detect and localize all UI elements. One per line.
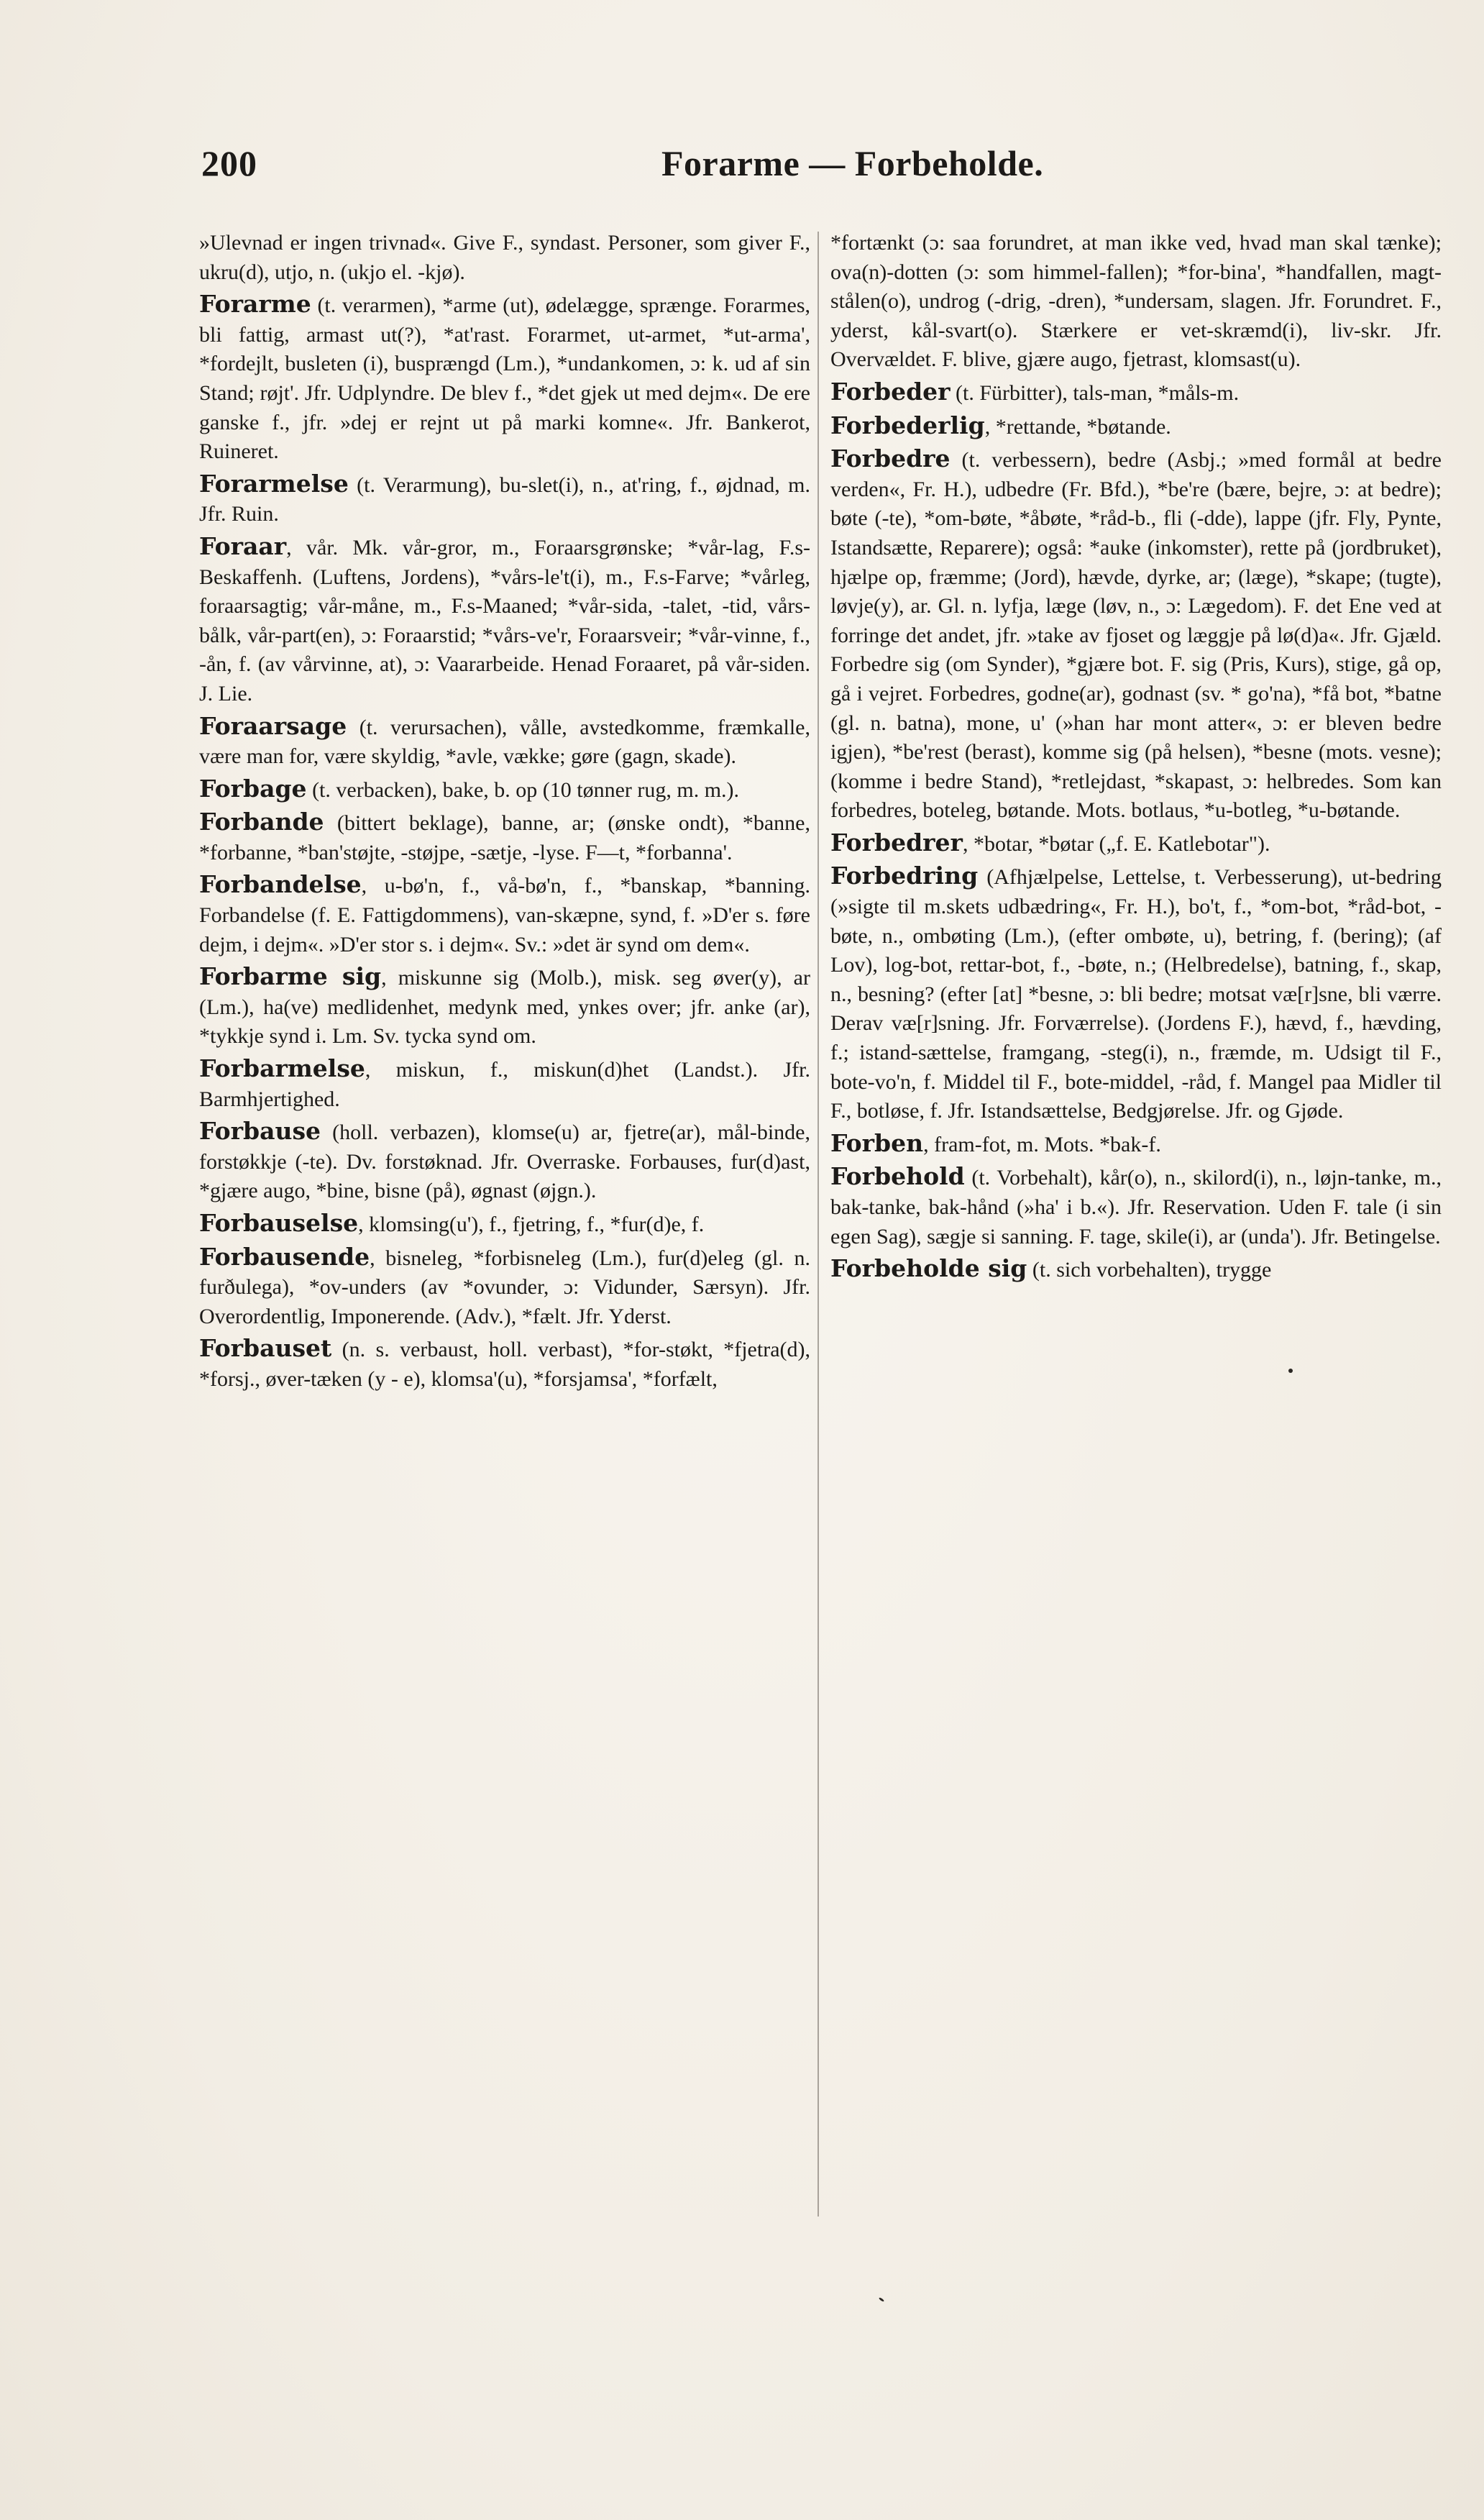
ink-speck: [879, 2297, 884, 2302]
entry-text: (bittert beklage), banne, ar; (ønske ondt), *banne, *forbanne, *ban'støjte, -støjpe, -sætje, -lyse. F—t, *forbanna'.: [199, 811, 810, 864]
dictionary-entry: [830, 229, 1442, 375]
dictionary-entry: [199, 775, 810, 805]
entry-headword: Forbande: [199, 808, 324, 836]
ink-speck: [1288, 1369, 1293, 1373]
entry-headword: Forbause: [199, 1117, 321, 1146]
dictionary-entry: [199, 470, 810, 529]
dictionary-entry: [830, 444, 1442, 826]
entry-text: *fortænkt (ɔ: saa forundret, at man ikke ved, hvad man skal tænke); ova(n)-dotten (ɔ: som himmel-fallen); *for-bina', *handfallen, magt-stålen(o), undrog (-drig, -dren), *undersam, slagen. Jfr. Forundret. F., yderst, kål-svart(o). Stærkere er vet-skræmd(i), liv-skr. Jfr. Overvældet. F. blive, gjære augo, fjetrast, klomsast(u).: [830, 231, 1442, 372]
right-column: [830, 229, 1442, 1288]
dictionary-entry: [199, 229, 810, 287]
entry-headword: Forbauselse: [199, 1209, 359, 1237]
dictionary-entry: [199, 962, 810, 1051]
entry-headword: Forbeholde sig: [830, 1254, 1027, 1283]
entry-text: (holl. verbazen), klomse(u) ar, fjetre(ar), mål-binde, forstøkkje (-te). Dv. forstøknad. Jfr. Overraske. Forbauses, fur(d)ast, *gjære augo, *bine, bisne (på), øgnast (øjgn.).: [199, 1120, 810, 1203]
dictionary-entry: [199, 1243, 810, 1332]
running-head: Forarme — Forbeholde.: [661, 143, 1044, 183]
entry-text: , miskun, f., miskun(d)het (Landst.). Jfr. Barmhjertighed.: [199, 1058, 810, 1111]
page-number: 200: [201, 143, 257, 183]
entry-headword: Forbauset: [199, 1334, 332, 1363]
entry-text: (t. Verarmung), bu-slet(i), n., at'ring, f., øjdnad, m. Jfr. Ruin.: [199, 472, 810, 526]
entry-headword: Forbedring: [830, 862, 979, 890]
dictionary-entry: [199, 1054, 810, 1114]
entry-headword: Forbarme sig: [199, 962, 382, 991]
dictionary-entry: [199, 1117, 810, 1206]
dictionary-entry: [830, 828, 1442, 859]
dictionary-entry: [830, 1129, 1442, 1160]
entry-headword: Forbederlig: [830, 411, 985, 439]
entry-text: »Ulevnad er ingen trivnad«. Give F., syndast. Personer, som giver F., ukru(d), utjo, n. (ukjo el. -kjø).: [199, 231, 810, 284]
entry-headword: Forarme: [199, 290, 311, 319]
dictionary-entry: [830, 1162, 1442, 1251]
entry-text: (t. sich vorbehalten), trygge: [1027, 1258, 1272, 1282]
entry-text: , *rettande, *bøtande.: [984, 414, 1171, 439]
entry-text: (t. verbessern), bedre (Asbj.; »med formål at bedre verden«, Fr. H.), udbedre (Fr. Bfd.), *be're (bære, bejre, ɔ: at bedre); bøte (-te), *om-bøte, *åbøte, *råd-b., fli (-dde), lappe (jfr. Fly, Pynte, Istandsætte, Reparere); også: *auke (inkomster), rette på (jordbruket), hjælpe op, fræmme; (Jord), hævde, dyrke, ar; (læge), *skape; (tugte), løvje(y), ar. Gl. n. lyfja, læge (løv, n., ɔ: Lægedom). F. det Ene ved at forringe det andet, jfr. »take av fjoset og læggje på lø(d)a«. Jfr. Gjæld. Forbedre sig (om Synder), *gjære bot. F. sig (Pris, Kurs), stige, gå op, gå i vejret. Forbedres, godne(ar), godnast (sv. * go'na), *få bot, *batne (gl. n. batna), mone, u' (»han har mont atter«, ɔ: er bleven bedre igjen), *be'rest (berast), komme sig (på helsen), *besne (mots. vesne); (komme i bedre Stand), *retlejdast, *skapast, ɔ: helbredes. Som kan forbedres, boteleg, bøtande. Mots. botlaus, *u-botleg, *u-bøtande.: [830, 448, 1442, 823]
dictionary-entry: [199, 808, 810, 867]
dictionary-entry: [830, 1254, 1442, 1285]
entry-text: (Afhjælpelse, Lettelse, t. Verbesserung), ut-bedring (»sigte til m.skets udbædring«, Fr. H.), bo't, f., *om-bot, *råd-bot, -bøte, n., ombøting (Lm.), (efter ombøte, u), betring, f. (bering); (af Lov), log-bot, rettar-bot, f., -bøte, n.; (Helbredelse), batning, f., skap, n., besning? (efter [at] *besne, ɔ: bli bedre; motsat væ[r]sne, bli værre. Derav væ[r]sning. Jfr. Forværrelse). (Jordens F.), hævd, f., hævding, f.; istand-sættelse, framgang, -steg(i), n., fræmde, m. Udsigt til F., bote-vo'n, f. Middel til F., bote-middel, -råd, f. Mangel paa Midler til F., botløse, f. Jfr. Istandsættelse, Bedgjørelse. Jfr. og Gjøde.: [830, 865, 1442, 1123]
dictionary-entry: [830, 862, 1442, 1126]
entry-headword: Forbeder: [830, 377, 951, 406]
entry-text: (t. verarmen), *arme (ut), ødelægge, sprænge. Forarmes, bli fattig, armast ut(?), *at'rast. Forarmet, ut-armet, *ut-arma', *fordejlt, busleten (i), busprængd (Lm.), *undankomen, ɔ: k. ud af sin Stand; røjt'. Jfr. Udplyndre. De blev f., *det gjek ut med dejm«. De ere ganske f., jfr. »dej er rejnt ut på marki komne«. Jfr. Bankerot, Ruineret.: [199, 293, 810, 464]
dictionary-entry: [199, 290, 810, 467]
entry-headword: Forbedrer: [830, 828, 963, 857]
entry-text: , u-bø'n, f., vå-bø'n, f., *banskap, *banning. Forbandelse (f. E. Fattigdommens), van-skæpne, synd, f. »D'er s. føre dejm, i dejm«. »D'er stor s. i dejm«. Sv.: »det är synd om dem«.: [199, 874, 810, 957]
entry-headword: Foraar: [199, 531, 287, 560]
entry-headword: Foraarsage: [199, 711, 347, 740]
entry-headword: Forbarmelse: [199, 1054, 365, 1083]
entry-headword: Forbandelse: [199, 870, 362, 899]
entry-text: (t. Fürbitter), tals-man, *måls-m.: [950, 380, 1240, 405]
dictionary-entry: [830, 411, 1442, 442]
dictionary-entry: [199, 1334, 810, 1394]
dictionary-entry: [199, 870, 810, 959]
entry-text: , vår. Mk. vår-gror, m., Foraarsgrønske; *vår-lag, F.s-Beskaffenh. (Luftens, Jordens), *vårs-le't(i), m., F.s-Farve; *vårleg, foraarsagtig; vår-måne, m., F.s-Maaned; *vår-sida, -talet, -tid, vårs-bålk, vår-part(en), ɔ: Foraarstid; *vårs-ve'r, Foraarsveir; *vår-vinne, f., -ån, f. (av vårvinne, at), ɔ: Vaararbeide. Henad Foraaret, på vår-siden. J. Lie.: [199, 535, 810, 706]
entry-text: (n. s. verbaust, holl. verbast), *for-støkt, *fjetra(d), *forsj., øver-tæken (y - e), klomsa'(u), *forsjamsa', *forfælt,: [199, 1338, 810, 1391]
entry-text: , fram-fot, m. Mots. *bak-f.: [923, 1132, 1161, 1156]
dictionary-entry: [199, 712, 810, 772]
entry-headword: Forarmelse: [199, 469, 349, 498]
entry-text: (t. Vorbehalt), kår(o), n., skilord(i), n., løjn-tanke, m., bak-tanke, bak-hånd (»ha' i b.«). Jfr. Reservation. Uden F. tale (i sin egen Sag), sægje si sanning. F. tage, skile(i), ar (unda'). Jfr. Betingelse.: [830, 1166, 1442, 1248]
entry-text: , miskunne sig (Molb.), misk. seg øver(y), ar (Lm.), ha(ve) medlidenhet, medynk med, ynkes over; jfr. anke (ar), *tykkje synd i. Lm. Sv. tycka synd om.: [199, 966, 810, 1049]
entry-text: (t. verursachen), vålle, avstedkomme, fræmkalle, være man for, være skyldig, *avle, vække; gøre (gagn, skade).: [199, 715, 810, 769]
entry-text: , klomsing(u'), f., fjetring, f., *fur(d)e, f.: [358, 1213, 705, 1236]
dictionary-entry: [830, 378, 1442, 408]
column-divider: [817, 232, 819, 2217]
entry-headword: Forbage: [199, 774, 307, 803]
dictionary-entry: [199, 1209, 810, 1240]
dictionary-entry: [199, 532, 810, 709]
page-header: [194, 142, 1092, 193]
entry-text: , *botar, *bøtar („f. E. Katlebotar").: [962, 831, 1270, 856]
entry-headword: Forbedre: [830, 444, 951, 473]
entry-headword: Forbausende: [199, 1242, 370, 1271]
entry-headword: Forbehold: [830, 1162, 965, 1191]
entry-text: , bisneleg, *forbisneleg (Lm.), fur(d)eleg (gl. n. furðulega), *ov-unders (av *ovunder, ɔ: Vidunder, Særsyn). Jfr. Overordentlig, Imponerende. (Adv.), *fælt. Jfr. Yderst.: [199, 1246, 810, 1328]
left-column: [199, 229, 810, 1397]
entry-text: (t. verbacken), bake, b. op (10 tønner rug, m. m.).: [306, 777, 740, 802]
entry-headword: Forben: [830, 1128, 924, 1157]
